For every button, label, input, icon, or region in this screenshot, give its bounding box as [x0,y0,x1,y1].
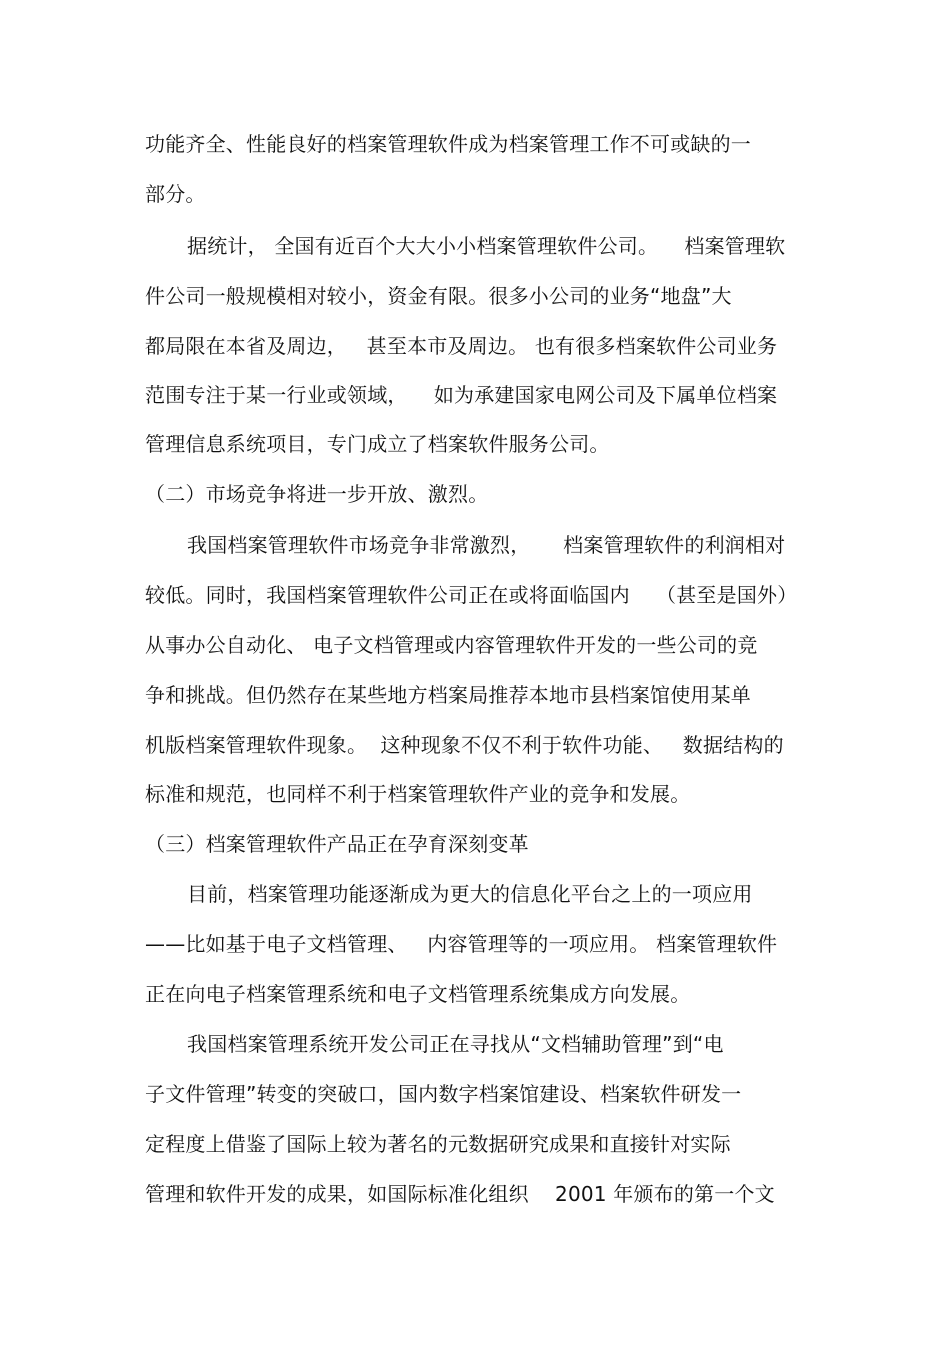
text-line: 管理和软件开发的成果，如国际标准化组织 2001 年颁布的第一个文 [145,1182,775,1206]
text-line: 都局限在本省及周边， 甚至本市及周边。 也有很多档案软件公司业务 [145,334,778,358]
text-line: 机版档案管理软件现象。 这种现象不仅不利于软件功能、 数据结构的 [145,733,784,757]
text-line: 范围专注于某一行业或领域， 如为承建国家电网公司及下属单位档案 [145,383,778,407]
section-heading: （三）档案管理软件产品正在孕育深刻变革 [145,832,529,856]
text-line: 我国档案管理系统开发公司正在寻找从“文档辅助管理”到“电 [187,1032,724,1056]
text-line: 定程度上借鉴了国际上较为著名的元数据研究成果和直接针对实际 [145,1132,731,1156]
text-line: 据统计， 全国有近百个大大小小档案管理软件公司。 档案管理软 [187,234,786,258]
text-line: 管理信息系统项目，专门成立了档案软件服务公司。 [145,432,610,456]
text-line: 部分。 [145,182,206,206]
text-line: 件公司一般规模相对较小，资金有限。很多小公司的业务“地盘”大 [145,284,732,308]
text-line: 标准和规范，也同样不利于档案管理软件产业的竞争和发展。 [145,782,691,806]
text-line: 从事办公自动化、 电子文档管理或内容管理软件开发的一些公司的竞 [145,633,758,657]
text-line: 较低。同时，我国档案管理软件公司正在或将面临国内 （甚至是国外） [145,583,798,607]
text-line: 目前，档案管理功能逐渐成为更大的信息化平台之上的一项应用 [187,882,753,906]
text-line: 我国档案管理软件市场竞争非常激烈， 档案管理软件的利润相对 [187,533,786,557]
text-line: 争和挑战。但仍然存在某些地方档案局推荐本地市县档案馆使用某单 [145,683,751,707]
text-line: 正在向电子档案管理系统和电子文档管理系统集成方向发展。 [145,982,691,1006]
text-line: 功能齐全、性能良好的档案管理软件成为档案管理工作不可或缺的一 [145,132,751,156]
text-line: 子文件管理”转变的突破口，国内数字档案馆建设、档案软件研发一 [145,1082,742,1106]
section-heading: （二）市场竞争将进一步开放、激烈。 [145,482,489,506]
text-line: ——比如基于电子文档管理、 内容管理等的一项应用。 档案管理软件 [145,932,778,956]
